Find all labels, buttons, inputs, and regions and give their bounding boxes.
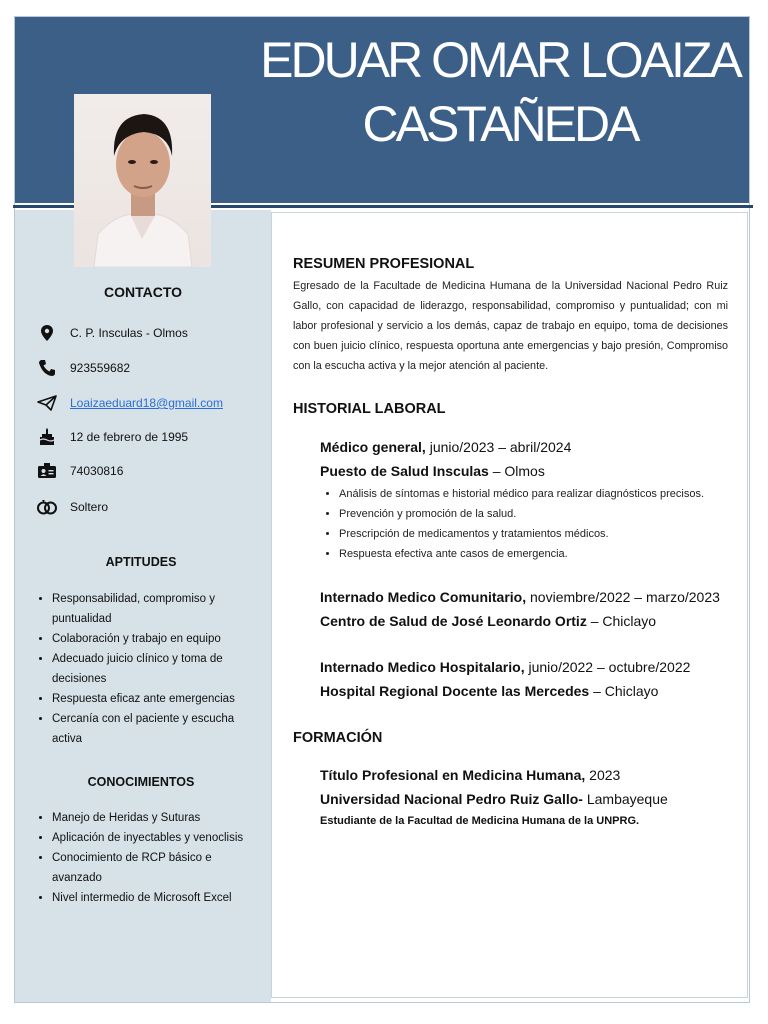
education-university-line <box>320 791 668 807</box>
job-2-title <box>320 589 720 605</box>
list-item: • Aplicación de inyectables y venoclisis <box>52 828 248 848</box>
job-1-title <box>320 439 571 455</box>
full-name <box>255 28 745 156</box>
list-item: • Prescripción de medicamentos y tratamientos médicos. <box>339 524 759 544</box>
education-heading: FORMACIÓN <box>293 730 383 746</box>
job-3-period: junio/2022 – octubre/2022 <box>524 659 691 675</box>
job-2-place-line <box>320 613 656 629</box>
contact-phone-text: 923559682 <box>70 361 131 375</box>
contact-marital-status <box>36 496 109 518</box>
job-1-place-line <box>320 463 545 479</box>
job-1-duties <box>321 484 759 564</box>
list-item: • Respuesta eficaz ante emergencias <box>52 689 248 709</box>
aptitudes-heading: APTITUDES <box>105 555 177 569</box>
email-icon <box>36 393 58 413</box>
contact-email-link[interactable]: Loaizaeduard18@gmail.com <box>70 396 223 410</box>
job-1-period: junio/2023 – abril/2024 <box>425 439 572 455</box>
contact-heading: CONTACTO <box>103 284 183 300</box>
list-item: • Nivel intermedio de Microsoft Excel <box>52 888 248 908</box>
list-item: • Análisis de síntomas e historial médico para realizar diagnósticos precisos. <box>339 484 759 504</box>
location-icon <box>36 323 58 343</box>
job-2-place: Centro de Salud de José Leonardo Ortiz <box>320 613 587 629</box>
job-1-place: Puesto de Salud Insculas <box>320 463 489 479</box>
contact-birthday <box>36 426 189 448</box>
job-3-role: Internado Medico Hospitalario, <box>320 659 525 675</box>
education-degree: Título Profesional en Medicina Humana, <box>320 767 586 783</box>
summary-heading: RESUMEN PROFESIONAL <box>293 256 475 272</box>
profile-photo <box>74 94 211 267</box>
job-2-location: – Chiclayo <box>586 613 657 629</box>
history-heading: HISTORIAL LABORAL <box>293 401 446 417</box>
list-item: • Colaboración y trabajo en equipo <box>52 629 248 649</box>
list-item: • Manejo de Heridas y Suturas <box>52 808 248 828</box>
contact-location <box>36 322 188 344</box>
job-3-place-line <box>320 683 658 699</box>
education-city: Lambayeque <box>582 791 668 807</box>
job-3-title <box>320 659 690 675</box>
contact-birthday-text: 12 de febrero de 1995 <box>70 430 189 444</box>
job-3-place: Hospital Regional Docente las Mercedes <box>320 683 590 699</box>
aptitudes-list <box>36 589 248 749</box>
phone-icon <box>36 358 58 378</box>
list-item: • Cercanía con el paciente y escucha activa <box>52 709 248 749</box>
job-2-period: noviembre/2022 – marzo/2023 <box>526 589 720 605</box>
contact-phone <box>36 357 131 379</box>
list-item: • Prevención y promoción de la salud. <box>339 504 759 524</box>
job-1-location: – Olmos <box>488 463 545 479</box>
contact-location-text: C. P. Insculas - Olmos <box>70 326 188 340</box>
conocimientos-heading: CONOCIMIENTOS <box>87 775 195 789</box>
rings-icon <box>36 497 58 517</box>
list-item: • Respuesta efectiva ante casos de emergencia. <box>339 544 759 564</box>
education-year: 2023 <box>585 767 621 783</box>
conocimientos-list <box>36 808 248 908</box>
contact-id-text: 74030816 <box>70 464 124 478</box>
job-1-role: Médico general, <box>320 439 426 455</box>
list-item: • Conocimiento de RCP básico e avanzado <box>52 848 248 888</box>
list-item: • Responsabilidad, compromiso y puntualidad <box>52 589 248 629</box>
birthday-cake-icon <box>36 427 58 447</box>
contact-marital-text: Soltero <box>70 500 109 514</box>
job-2-role: Internado Medico Comunitario, <box>320 589 527 605</box>
id-card-icon <box>36 461 58 481</box>
list-item: • Adecuado juicio clínico y toma de decisiones <box>52 649 248 689</box>
summary-text: Egresado de la Facultade de Medicina Humana de la Universidad Nacional Pedro Ruiz Gallo, con capacidad de liderazgo, responsabilidad, compromiso y puntualidad; con mi labor profesional y servicio a los demás, capaz de trabajo en equipo, toma de decisiones con buen juicio clínico, respuesta oportuna ante emergencias y bajo presión, Compromiso con la escucha activa y la mejor atención al paciente. <box>293 280 728 372</box>
contact-email[interactable] <box>36 392 223 414</box>
education-note: Estudiante de la Facultad de Medicina Humana de la UNPRG. <box>320 815 640 827</box>
contact-id <box>36 460 124 482</box>
job-3-location: – Chiclayo <box>589 683 659 699</box>
name-line-2: CASTAÑEDA <box>362 96 638 152</box>
education-university: Universidad Nacional Pedro Ruiz Gallo- <box>320 791 583 807</box>
name-line-1: EDUAR OMAR LOAIZA <box>260 32 740 88</box>
education-degree-line <box>320 767 620 783</box>
